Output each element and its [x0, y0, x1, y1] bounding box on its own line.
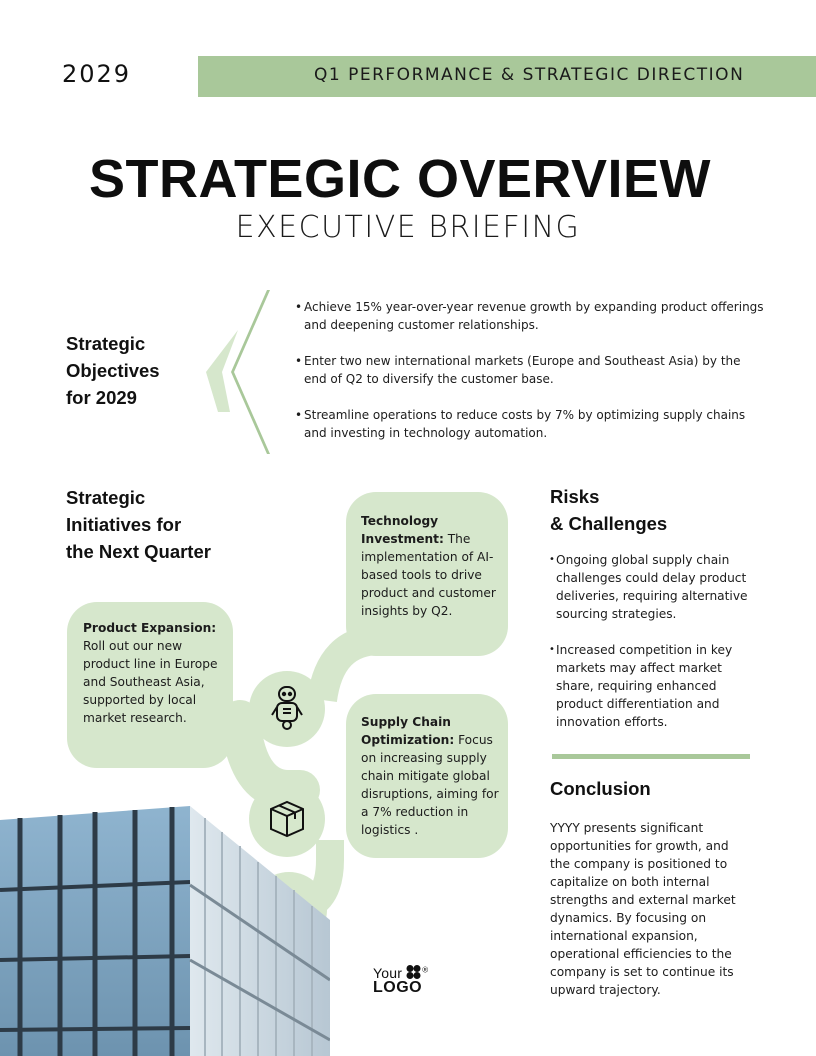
- robot-icon-circle: [249, 671, 325, 747]
- risks-heading-line: & Challenges: [550, 513, 668, 534]
- initiatives-heading-line: the Next Quarter: [66, 541, 211, 562]
- initiatives-heading-line: Strategic: [66, 487, 146, 508]
- section-divider: [552, 754, 750, 759]
- logo-line1: Your: [373, 965, 403, 981]
- risk-item: • Ongoing global supply chain challenges could delay product deliveries, requiring alternative sourcing strategies.: [549, 551, 759, 623]
- initiatives-heading-line: Initiatives for: [66, 514, 182, 535]
- company-logo: [373, 965, 428, 995]
- product-expansion-title: Product Expansion:: [83, 621, 217, 635]
- risks-list: [549, 551, 759, 749]
- objectives-heading-line: Objectives: [66, 360, 160, 381]
- building-photo: [0, 800, 330, 1056]
- technology-investment-text: [361, 512, 501, 620]
- product-expansion-text: [83, 619, 221, 727]
- robot-icon: [267, 685, 307, 733]
- conclusion-body: YYYY presents significant opportunities for growth, and the company is positioned to capitalize on both internal strengths and external market dynamics. By focusing on international expansion, operational efficiencies to the company is set to continue its upward trajectory.: [550, 821, 736, 997]
- logo-clover-icon: [406, 965, 422, 979]
- conclusion-heading: Conclusion: [550, 778, 651, 799]
- risk-item: • Increased competition in key markets may affect market share, requiring enhanced product differentiation and innovation efforts.: [549, 641, 759, 731]
- product-expansion-body: Roll out our new product line in Europe and Southeast Asia, supported by local market research.: [83, 639, 218, 725]
- supply-chain-body: Focus on increasing supply chain mitigate global disruptions, aiming for a 7% reduction in logistics .: [361, 733, 499, 837]
- objective-item: • Streamline operations to reduce costs by 7% by optimizing supply chains and investing in technology automation.: [295, 406, 765, 442]
- logo-registered-mark: ®: [422, 965, 429, 975]
- objectives-heading-line: for 2029: [66, 387, 137, 408]
- header-band-text: Q1 PERFORMANCE & STRATEGIC DIRECTION: [314, 65, 745, 85]
- technology-investment-title: Technology Investment:: [361, 514, 444, 546]
- objectives-heading-line: Strategic: [66, 333, 146, 354]
- technology-investment-body: The implementation of AI-based tools to drive product and customer insights by Q2.: [361, 532, 496, 618]
- supply-chain-text: [361, 713, 501, 839]
- risks-heading: [550, 483, 750, 537]
- objective-item: • Achieve 15% year-over-year revenue growth by expanding product offerings and deepening customer relationships.: [295, 298, 765, 334]
- objective-item: • Enter two new international markets (Europe and Southeast Asia) by the end of Q2 to diversify the customer base.: [295, 352, 765, 388]
- risks-heading-line: Risks: [550, 486, 600, 507]
- year-label: 2029: [62, 60, 132, 88]
- logo-line2: LOGO: [373, 979, 423, 996]
- supply-chain-title: Supply Chain Optimization:: [361, 715, 455, 747]
- page-subtitle: EXECUTIVE BRIEFING: [235, 210, 581, 245]
- page-title: STRATEGIC OVERVIEW: [88, 149, 712, 209]
